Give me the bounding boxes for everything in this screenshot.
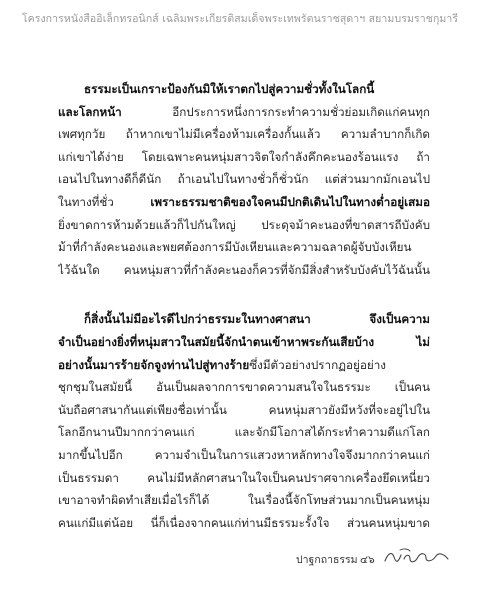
- text-line: เพศทุกวัย ถ้าหากเขาไม่มีเครื่องห้ามเครื่องกั้นแล้ว ความลำบากก็เกิด: [58, 127, 430, 142]
- signature-mark: [382, 545, 452, 569]
- text-line: ยิ่งขาดการห้ามด้วยแล้วก็ไปกันใหญ่ ประดุจม้าคะนองที่ขาดสารถีบังคับ: [58, 217, 430, 232]
- text-line: [58, 354, 430, 377]
- bold-phrase: และโลกหน้า: [58, 104, 122, 119]
- page-footer: [0, 545, 480, 575]
- running-header: โครงการหนังสืออิเล็กทรอนิกส์ เฉลิมพระเกียรติสมเด็จพระเทพรัตนราชสุดาฯ สยามบรมราชกุมารี: [21, 13, 459, 25]
- bold-phrase: เพราะธรรมชาติของใจคนมีปกติเดินไปในทางต่ำอยู่เสมอ: [150, 194, 430, 209]
- text-line: จำเป็นอย่างยิ่งที่หนุ่มสาวในสมัยนี้จักนำตนเข้าหาพระกันเสียบ้าง ไม่: [58, 334, 430, 349]
- text-line: ชุกชุมในสมัยนี้ อันเป็นผลจากการขาดความสนใจในธรรมะ เป็นคน: [58, 380, 430, 395]
- text-line: เป็นธรรมดา คนไม่มีหลักศาสนาในใจเป็นคนปราศจากเครื่องยึดเหนี่ยว: [58, 470, 430, 485]
- text-line: โลกอีกนานปีมากกว่าคนแก่ และจักมีโอกาสได้กระทำความดีแก่โลก: [58, 425, 430, 440]
- paragraph-gap: [58, 281, 430, 308]
- book-title: ปาฐกถาธรรม: [296, 554, 358, 566]
- text-line: เขาอาจทำผิดทำเสียเมื่อไรก็ได้ ในเรื่องนี้จักโทษส่วนมากเป็นคนหนุ่ม: [58, 493, 430, 508]
- text-line: คนแก่มีแต่น้อย นี่ก็เนื่องจากคนแก่ท่านมีธรรมะรั้งใจ ส่วนคนหนุ่มขาด: [58, 515, 430, 530]
- bold-phrase: อย่างนั้นมารร้ายจักจูงท่านไปสู่ทางร้าย: [58, 357, 250, 372]
- text-run: อีกประการหนึ่งการกระทำความชั่วย่อมเกิดแก่คนทุก: [121, 104, 430, 119]
- page-number: ๔๖: [360, 554, 375, 566]
- page-body: [58, 78, 430, 534]
- text-line: [58, 101, 430, 124]
- text-run: ในทางที่ชั่ว: [58, 194, 151, 209]
- text-line: มากขึ้นไปอีก ความจำเป็นในการแสวงหาหลักทางใจจึงมากกว่าคนแก่: [58, 447, 430, 462]
- text-line: ม้าที่กำลังคะนองและพยศต้องการมีบังเหียนและความฉลาดผู้จับบังเหียน: [58, 240, 412, 255]
- text-line: ธรรมะเป็นเกราะป้องกันมิให้เราตกไปสู่ความชั่วทั้งในโลกนี้: [84, 82, 375, 96]
- text-run: ซึ่งมีตัวอย่างปรากฏอยู่อย่าง: [249, 357, 387, 372]
- paragraph-2: [58, 308, 430, 534]
- paragraph-1: [58, 78, 430, 281]
- text-line: แก่เขาได้ง่าย โดยเฉพาะคนหนุ่มสาวจิตใจกำลังคึกคะนองร้อนแรง ถ้า: [58, 149, 430, 164]
- text-line: เอนไปในทางดีก็ดีนัก ถ้าเอนไปในทางชั่วก็ชั่วนัก แต่ส่วนมากมักเอนไป: [58, 172, 430, 187]
- text-line: [58, 191, 430, 214]
- text-line: ไว้ฉันใด คนหนุ่มสาวที่กำลังคะนองก็ควรที่จักมีสิ่งสำหรับบังคับไว้ฉันนั้น: [58, 262, 430, 277]
- text-line: นับถือศาสนากันแต่เพียงชื่อเท่านั้น คนหนุ่มสาวยังมีหวังที่จะอยู่ไปใน: [58, 402, 430, 417]
- text-line: ก็สิ่งนั้นไม่มีอะไรดีไปกว่าธรรมะในทางศาสนา จึงเป็นความ: [84, 312, 430, 327]
